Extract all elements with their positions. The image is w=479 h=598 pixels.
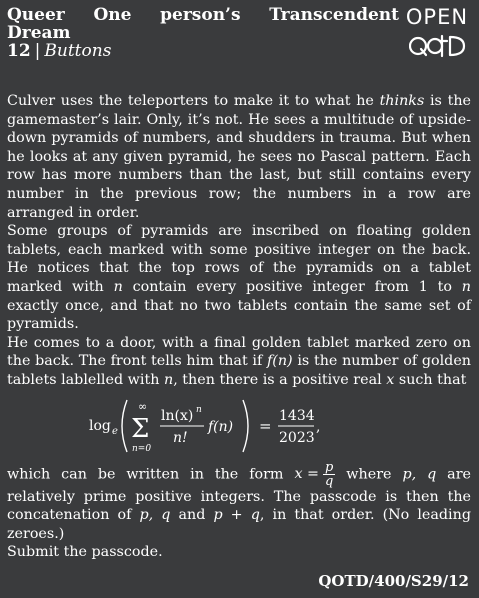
problem-card <box>7 6 471 592</box>
paragraph-4: which can be written in the form x = $\frac{p}{q}$ where p, q are relatively prime positive integers. The passcode is then the concatenation of p, q and p + q, in that order. (No leading zeroes.) <box>7 459 471 542</box>
math-f-of-n: f(n) <box>266 353 293 370</box>
paragraph-1: Culver uses the teleporters to make it to what he thinks is the gamemaster’s lair. Only, it’s not. He sees a multitude of upside-down pyramids of numbers, and shudders in trauma. But when he looks at any given pyramid, he sees no Pascal pattern. Each row has more numbers than the last, but still contains every number in the previous row; the numbers in a row are arranged in order. <box>7 93 471 221</box>
math-p-q-list: p, q <box>139 507 171 524</box>
formula-sum-sign: Σ <box>131 413 150 444</box>
formula-rhs-num: 1434 <box>279 407 315 424</box>
formula-log-base: e <box>112 425 118 437</box>
subtitle-separator: | <box>34 41 41 61</box>
paragraph-5: Submit the passcode. <box>7 544 163 561</box>
problem-subtitle <box>7 42 471 61</box>
problem-text <box>7 92 471 562</box>
math-x: x <box>386 371 395 388</box>
formula-left-paren <box>122 400 127 452</box>
title-line-2: Dream <box>7 23 71 43</box>
problem-name: Buttons <box>44 41 112 61</box>
qotd-logo-icon <box>409 32 467 60</box>
header <box>7 6 471 68</box>
formula-ln-num: ln(x) <box>161 407 194 424</box>
open-qotd-logo <box>405 6 469 60</box>
emphasis-thinks: thinks <box>379 93 425 109</box>
title-word: One <box>93 5 132 25</box>
math-n: n <box>461 278 471 295</box>
page-title <box>7 6 407 42</box>
formula-sum-lower: n=0 <box>132 443 152 454</box>
math-p-plus-q: p + q <box>213 507 260 524</box>
title-line-1 <box>7 6 399 24</box>
title-word: person’s <box>160 5 241 25</box>
formula-sum-upper: ∞ <box>138 399 148 413</box>
inline-x-fraction: x = $\frac{p}{q}$ <box>294 459 334 489</box>
paragraph-2: Some groups of pyramids are inscribed on floating golden tablets, each marked with some positive integer on the back. He notices that the top rows of the pyramids on a tablet marked with n contain every positive integer from 1 to n exactly once, and that no two tablets contain the same set of pyramids. <box>7 223 471 333</box>
formula-fact-den: n! <box>173 429 188 446</box>
formula-svg <box>89 394 389 458</box>
display-formula <box>7 394 471 458</box>
formula-comma: , <box>316 418 321 435</box>
paragraph-3: He comes to a door, with a final golden tablet marked zero on the back. The front tells him that if f(n) is the number of golden tablets lablelled with n, then there is a positive real x such that <box>7 334 471 388</box>
formula-rhs-den: 2023 <box>279 429 315 446</box>
formula-log: log <box>89 417 111 434</box>
formula-f-inside: f(n) <box>208 418 234 435</box>
title-word: Transcendent <box>269 5 399 25</box>
logo-word: OPEN <box>405 5 469 29</box>
math-n: n <box>163 371 174 388</box>
title-word: Queer <box>7 5 65 25</box>
problem-code: QOTD/400/S29/12 <box>318 572 469 590</box>
formula-right-paren <box>243 400 248 452</box>
math-p-q: p, q <box>402 466 437 482</box>
problem-number: 12 <box>7 41 31 61</box>
math-n: n <box>113 278 123 295</box>
formula-equals: = <box>259 416 272 435</box>
formula-ln-exp: n <box>196 404 202 415</box>
inline-fraction: $\frac{p}{q}$ <box>325 459 334 489</box>
